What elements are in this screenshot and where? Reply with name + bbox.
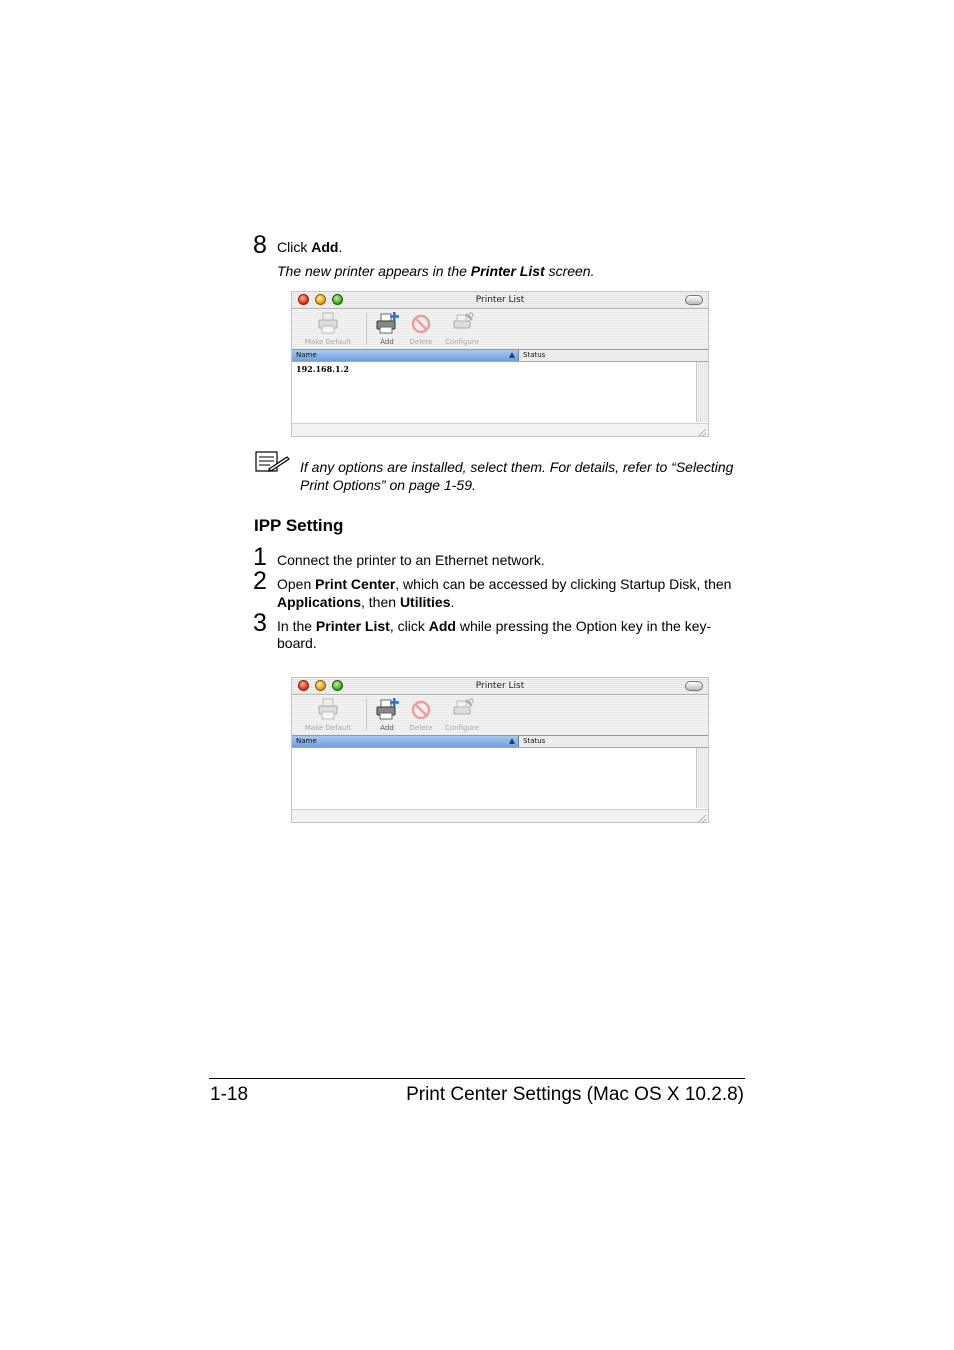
window-bottom-bar	[292, 423, 708, 437]
name-column-header[interactable]	[292, 736, 519, 747]
printer-icon	[316, 312, 340, 334]
step-2-line-1	[277, 575, 731, 593]
name-column-label: Name	[296, 737, 317, 745]
step-2-post: , which can be accessed by clicking Startup Disk, then	[395, 576, 732, 592]
column-header	[292, 736, 708, 748]
toolbar	[292, 309, 708, 350]
step-8-result-pre: The new printer appears in the	[277, 263, 471, 279]
delete-button[interactable]	[406, 697, 436, 733]
note-line-2: Print Options” on page 1-59.	[300, 477, 476, 493]
step-8-text	[277, 238, 342, 256]
toolbar-toggle-button[interactable]	[685, 295, 703, 305]
step-number-2: 2	[253, 567, 267, 595]
printer-row[interactable]: 192.168.1.2	[296, 364, 349, 374]
name-column-label: Name	[296, 351, 317, 359]
add-button[interactable]	[372, 311, 402, 347]
vertical-scrollbar[interactable]	[696, 748, 708, 808]
add-printer-icon	[375, 312, 399, 334]
section-heading: IPP Setting	[254, 516, 344, 535]
printer-list-window-1	[291, 291, 709, 437]
status-column-label: Status	[523, 737, 546, 745]
toolbar-toggle-button[interactable]	[685, 681, 703, 691]
step-2-bold-utils: Utilities	[399, 594, 451, 610]
make-default-label: Make Default	[304, 724, 352, 732]
step-2-mid: , then	[361, 594, 400, 610]
step-3-pre: In the	[277, 618, 316, 634]
printer-icon	[316, 698, 340, 720]
sort-ascending-icon	[509, 738, 515, 744]
status-column-label: Status	[523, 351, 546, 359]
step-8-result-post: screen.	[544, 263, 595, 279]
status-column-header[interactable]	[519, 350, 699, 361]
configure-icon	[450, 698, 474, 720]
step-3-bold-add: Add	[428, 618, 456, 634]
add-button[interactable]	[372, 697, 402, 733]
step-2-line-2	[277, 593, 454, 611]
step-2-pre: Open	[277, 576, 316, 592]
step-2-bold-apps: Applications	[277, 594, 362, 610]
make-default-button[interactable]	[298, 311, 358, 347]
step-8-bold: Add	[311, 239, 339, 255]
sort-ascending-icon	[509, 352, 515, 358]
step-8-pre: Click	[277, 239, 312, 255]
step-number-3: 3	[253, 609, 267, 637]
delete-button[interactable]	[406, 311, 436, 347]
name-column-header[interactable]	[292, 350, 519, 361]
vertical-scrollbar[interactable]	[696, 362, 708, 422]
make-default-button[interactable]	[298, 697, 358, 733]
step-number-8: 8	[253, 231, 267, 259]
printer-list-window-2	[291, 677, 709, 823]
step-3-line-2: board.	[277, 635, 317, 651]
configure-button[interactable]	[440, 697, 484, 733]
note-line-1: If any options are installed, select them. For details, refer to “Selecting	[300, 459, 734, 475]
step-3-mid: , click	[389, 618, 429, 634]
step-number-1: 1	[253, 543, 267, 571]
step-8-post: .	[338, 239, 343, 255]
title-bar[interactable]	[292, 292, 708, 309]
step-1-text: Connect the printer to an Ethernet network.	[277, 552, 545, 568]
configure-icon	[450, 312, 474, 334]
add-label: Add	[380, 338, 394, 346]
resize-grip-icon[interactable]	[698, 429, 706, 437]
step-2-end: .	[450, 594, 455, 610]
step-8-result	[277, 262, 595, 280]
step-3-post: while pressing the Option key in the key-	[455, 618, 712, 634]
window-bottom-bar	[292, 809, 708, 823]
step-8-result-bold: Printer List	[470, 263, 545, 279]
toolbar	[292, 695, 708, 736]
column-header	[292, 350, 708, 362]
add-printer-icon	[375, 698, 399, 720]
configure-label: Configure	[445, 724, 479, 732]
step-3-bold-list: Printer List	[315, 618, 390, 634]
window-title: Printer List	[475, 295, 525, 305]
note-icon	[255, 451, 291, 473]
printer-list	[292, 362, 697, 422]
resize-grip-icon[interactable]	[698, 815, 706, 823]
title-bar[interactable]	[292, 678, 708, 695]
delete-label: Delete	[409, 338, 433, 346]
delete-label: Delete	[409, 724, 433, 732]
make-default-label: Make Default	[304, 338, 352, 346]
window-title: Printer List	[475, 681, 525, 691]
printer-list	[292, 748, 697, 808]
add-label: Add	[380, 724, 394, 732]
footer-rule	[209, 1078, 745, 1079]
step-2-bold: Print Center	[315, 576, 396, 592]
toolbar-separator	[366, 313, 367, 345]
configure-label: Configure	[445, 338, 479, 346]
page-number: 1-18	[210, 1084, 249, 1105]
delete-icon	[409, 312, 433, 334]
step-3-line-1	[277, 617, 711, 635]
toolbar-separator	[366, 699, 367, 731]
status-column-header[interactable]	[519, 736, 699, 747]
footer-title: Print Center Settings (Mac OS X 10.2.8)	[406, 1084, 744, 1105]
delete-icon	[409, 698, 433, 720]
configure-button[interactable]	[440, 311, 484, 347]
